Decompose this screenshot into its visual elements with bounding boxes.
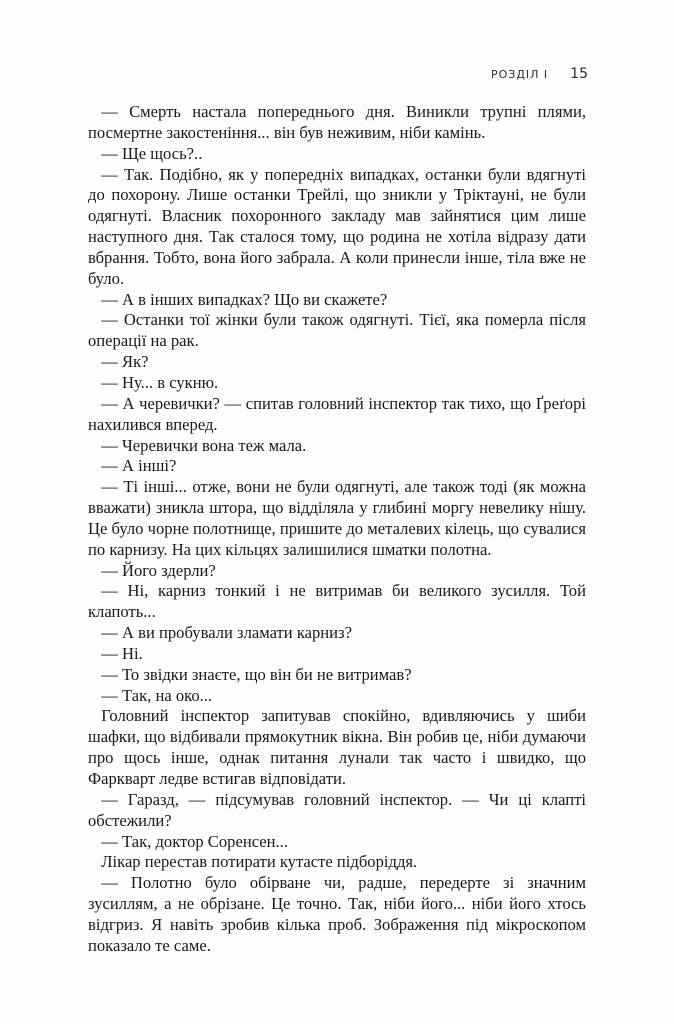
paragraph: — Ще щось?..: [101, 143, 203, 163]
paragraph: — Гаразд, — підсумував головний інспектор. — Чи ці клапті обстежили?: [88, 789, 586, 830]
paragraph: — Ті інші... отже, вони не були одягнуті, але також тоді (як можна вважати) зникла штора, що відділяла у глибині моргу невелику нішу. Це було чорне полотнище, пришите до металевих кілець, що сувалися по карнизу. На цих кільцях залишилися шматки полотна.: [88, 477, 586, 559]
paragraph: — Ну... в сукню.: [101, 372, 219, 392]
paragraph: — Як?: [101, 352, 149, 372]
page-number: 15: [570, 66, 588, 82]
paragraph: — Черевички вона теж мала.: [101, 435, 307, 455]
paragraph: Лікар перестав потирати кутасте підборіддя.: [101, 852, 418, 872]
paragraph: — Так, на око...: [101, 685, 213, 705]
paragraph: — Ні, карниз тонкий і не витримав би великого зусилля. Той клапоть...: [88, 581, 586, 622]
paragraph: — Смерть настала попереднього дня. Виникли трупні плями, посмертне закостеніння... він був неживим, ніби камінь.: [88, 102, 586, 142]
paragraph: — Полотно було обірване чи, радше, передерте зі значним зусиллям, а не обрізане. Це точно. Так, ніби його... ніби його хтось відгриз. Я навіть зробив кілька проб. Зображення під мікроскопом показало те саме.: [88, 873, 586, 955]
paragraph: — Ні.: [101, 643, 143, 663]
paragraph: — А ви пробували зламати карниз?: [101, 623, 352, 643]
body-text: [88, 102, 586, 957]
running-head: [491, 66, 588, 82]
paragraph: — А інші?: [101, 456, 177, 476]
paragraph: — Так. Подібно, як у попередніх випадках, останки були вдягнуті до похорону. Лише останки Трейлі, що зникли у Тріктауні, не були одягнуті. Власник похоронного закладу мав зайнятися цим лише наступного дня. Так сталося тому, що родина не хотіла відразу дати вбрання. Тобто, вона його забрала. А коли принесли інше, тіла вже не було.: [88, 164, 586, 288]
chapter-label: РОЗДІЛ І: [490, 68, 549, 81]
paragraph: — Так, доктор Соренсен...: [101, 831, 288, 851]
paragraph: Головний інспектор запитував спокійно, вдивляючись у шиби шафки, що відбивали прямокутник вікна. Він робив це, ніби думаючи про щось інше, однак питання лунали так часто і швидко, що Фаркварт ледве встигав відповідати.: [88, 706, 586, 788]
paragraph: — То звідки знаєте, що він би не витримав?: [101, 664, 412, 684]
paragraph: — Останки тої жінки були також одягнуті. Тієї, яка померла після операції на рак.: [88, 310, 586, 351]
paragraph: — А в інших випадках? Що ви скажете?: [101, 289, 388, 309]
paragraph: — Його здерли?: [101, 560, 216, 580]
paragraph: — А черевички? — спитав головний інспектор так тихо, що Ґреґорі нахилився вперед.: [88, 393, 586, 434]
